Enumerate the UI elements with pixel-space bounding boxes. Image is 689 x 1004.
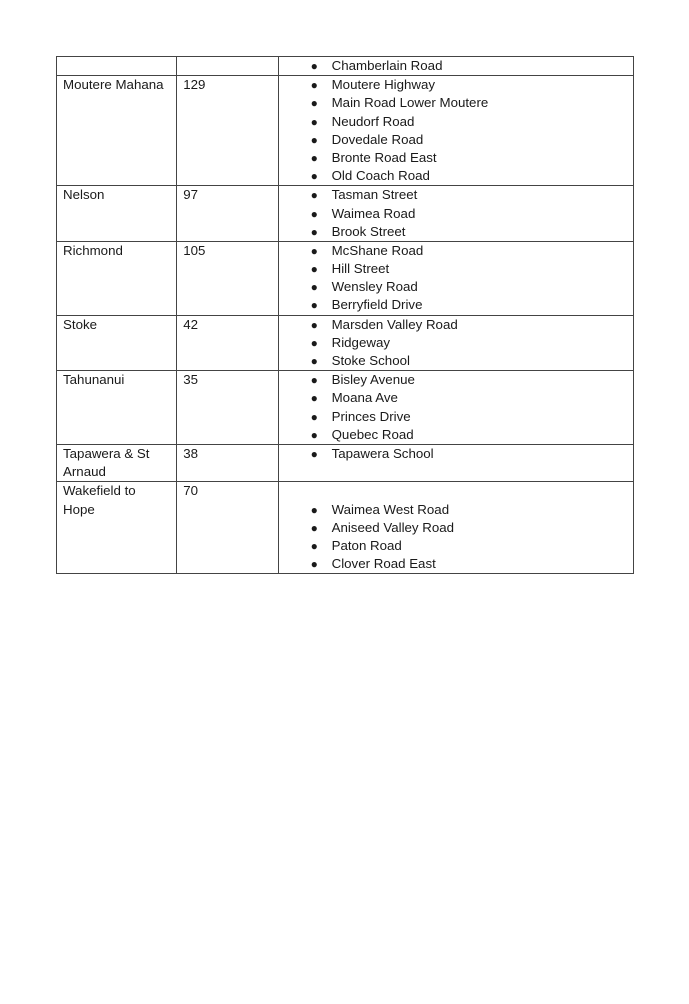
road-name: Princes Drive xyxy=(331,408,411,424)
area-cell xyxy=(57,76,177,186)
count-value: 38 xyxy=(183,445,198,461)
list-item xyxy=(285,352,627,370)
road-name: Hill Street xyxy=(331,261,390,277)
road-name: Wensley Road xyxy=(331,279,418,295)
roads-list xyxy=(285,316,627,371)
list-item xyxy=(285,482,627,500)
list-item xyxy=(285,296,627,314)
bullet-icon: ● xyxy=(310,427,318,442)
area-name: Moutere Mahana xyxy=(63,77,164,93)
table-row xyxy=(57,186,634,242)
road-name: Aniseed Valley Road xyxy=(331,519,455,535)
area-cell xyxy=(57,482,177,574)
road-name: Dovedale Road xyxy=(331,131,424,147)
list-item xyxy=(285,334,627,352)
roads-list xyxy=(285,57,627,75)
area-name: Stoke xyxy=(63,316,98,332)
count-cell xyxy=(177,371,278,445)
road-name: Quebec Road xyxy=(331,426,414,442)
table-row xyxy=(57,444,634,481)
bullet-icon: ● xyxy=(310,502,318,517)
area-cell xyxy=(57,315,177,371)
bullet-icon: ● xyxy=(310,206,318,221)
bullet-icon: ● xyxy=(310,335,318,350)
list-item xyxy=(285,445,627,463)
list-item xyxy=(285,537,627,555)
bullet-icon: ● xyxy=(310,298,318,313)
bullet-icon: ● xyxy=(310,96,318,111)
list-item xyxy=(285,389,627,407)
road-name: Stoke School xyxy=(331,353,410,368)
list-item xyxy=(285,113,627,131)
bullet-icon: ● xyxy=(310,188,318,203)
road-name: Tapawera School xyxy=(331,445,434,461)
bullet-icon: ● xyxy=(310,114,318,129)
road-name: Moana Ave xyxy=(331,390,398,406)
road-name: Clover Road East xyxy=(331,556,436,572)
road-name: Waimea West Road xyxy=(331,501,450,517)
bullet-icon: ● xyxy=(310,169,318,184)
table-row xyxy=(57,57,634,76)
count-cell xyxy=(177,315,278,371)
road-name: Chamberlain Road xyxy=(331,58,443,73)
road-name: Berryfield Drive xyxy=(331,297,423,313)
bullet-icon: ● xyxy=(310,150,318,165)
roads-list xyxy=(285,445,627,463)
area-cell xyxy=(57,444,177,481)
bullet-icon: ● xyxy=(310,520,318,535)
table-row xyxy=(57,482,634,574)
road-name: Ridgeway xyxy=(331,334,390,350)
roads-list xyxy=(285,242,627,315)
road-name: Tasman Street xyxy=(331,187,418,203)
count-cell xyxy=(177,186,278,242)
count-cell xyxy=(177,241,278,315)
count-value: 42 xyxy=(183,316,198,332)
area-name: Nelson xyxy=(63,187,105,203)
count-value: 97 xyxy=(183,187,198,203)
road-name: Brook Street xyxy=(331,223,406,239)
area-name: Wakefield to Hope xyxy=(63,483,136,517)
count-cell xyxy=(177,76,278,186)
list-item xyxy=(285,555,627,573)
roads-list xyxy=(285,482,627,573)
roads-cell xyxy=(278,371,633,445)
roads-cell xyxy=(278,315,633,371)
roads-cell xyxy=(278,186,633,242)
bullet-icon: ● xyxy=(310,409,318,424)
list-item xyxy=(285,260,627,278)
roads-list xyxy=(285,371,627,444)
table-row xyxy=(57,76,634,186)
list-item xyxy=(285,519,627,537)
roads-list xyxy=(285,76,627,185)
road-name: Main Road Lower Moutere xyxy=(331,95,489,111)
list-item xyxy=(285,408,627,426)
count-value: 35 xyxy=(183,372,198,388)
list-item xyxy=(285,242,627,260)
count-value: 105 xyxy=(183,242,206,258)
roads-cell xyxy=(278,241,633,315)
area-cell xyxy=(57,57,177,76)
bullet-icon: ● xyxy=(310,280,318,295)
list-item xyxy=(285,94,627,112)
count-cell xyxy=(177,57,278,76)
roads-table xyxy=(56,56,634,574)
list-item xyxy=(285,371,627,389)
road-name: Bronte Road East xyxy=(331,149,437,165)
area-cell xyxy=(57,241,177,315)
list-item xyxy=(285,167,627,185)
count-value: 70 xyxy=(183,483,198,499)
list-item xyxy=(285,76,627,94)
roads-cell xyxy=(278,482,633,574)
list-item xyxy=(285,186,627,204)
road-name: Paton Road xyxy=(331,537,402,553)
count-cell xyxy=(177,444,278,481)
road-name: McShane Road xyxy=(331,242,424,258)
bullet-icon: ● xyxy=(310,557,318,572)
list-item xyxy=(285,149,627,167)
list-item xyxy=(285,501,627,519)
area-name: Richmond xyxy=(63,242,123,258)
bullet-icon: ● xyxy=(310,446,318,461)
bullet-icon: ● xyxy=(310,78,318,93)
area-cell xyxy=(57,371,177,445)
bullet-icon: ● xyxy=(310,262,318,277)
road-name: Bisley Avenue xyxy=(331,372,415,388)
area-name: Tapawera & St Arnaud xyxy=(63,445,150,480)
bullet-icon: ● xyxy=(310,224,318,239)
roads-cell xyxy=(278,76,633,186)
bullet-icon: ● xyxy=(310,373,318,388)
road-name: Marsden Valley Road xyxy=(331,316,458,332)
roads-table-body xyxy=(57,57,634,574)
roads-cell xyxy=(278,444,633,481)
bullet-icon: ● xyxy=(310,132,318,147)
list-item xyxy=(285,131,627,149)
area-cell xyxy=(57,186,177,242)
road-name: Neudorf Road xyxy=(331,113,415,129)
roads-list xyxy=(285,186,627,241)
list-item xyxy=(285,57,627,75)
bullet-icon: ● xyxy=(310,354,318,368)
list-item xyxy=(285,278,627,296)
road-name: Old Coach Road xyxy=(331,168,430,184)
bullet-icon: ● xyxy=(310,59,318,73)
area-name: Tahunanui xyxy=(63,372,125,388)
roads-cell xyxy=(278,57,633,76)
bullet-icon: ● xyxy=(310,391,318,406)
bullet-icon: ● xyxy=(310,243,318,258)
count-cell xyxy=(177,482,278,574)
count-value: 129 xyxy=(183,77,206,93)
list-item xyxy=(285,426,627,444)
road-name: Moutere Highway xyxy=(331,77,436,93)
bullet-icon: ● xyxy=(310,538,318,553)
list-item xyxy=(285,223,627,241)
table-row xyxy=(57,371,634,445)
list-item xyxy=(285,205,627,223)
list-item xyxy=(285,316,627,334)
table-row xyxy=(57,315,634,371)
bullet-icon: ● xyxy=(310,317,318,332)
road-name: Waimea Road xyxy=(331,205,416,221)
table-row xyxy=(57,241,634,315)
